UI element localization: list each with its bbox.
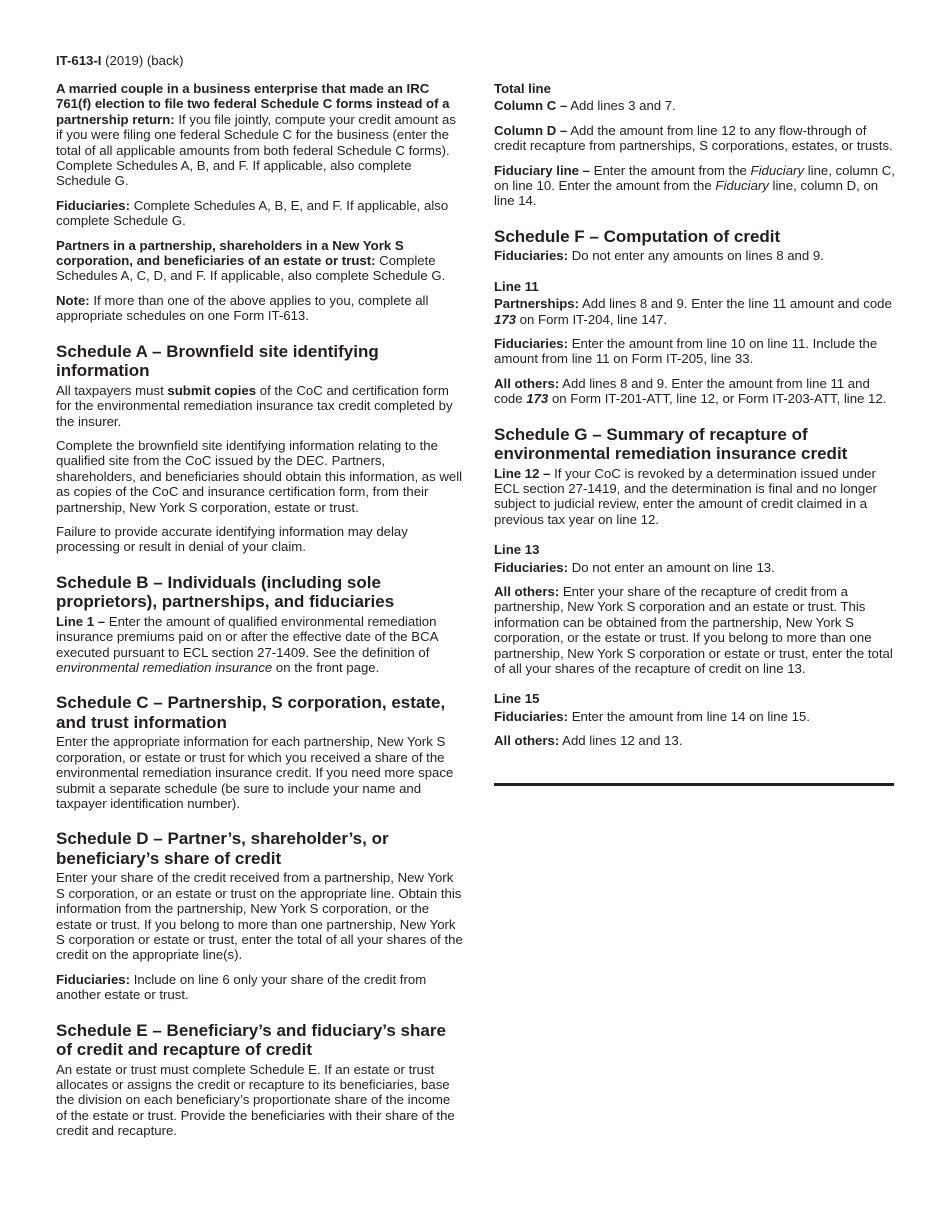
right-column [494, 81, 896, 786]
form-number: IT-613-I [56, 53, 102, 68]
form-year-side: (2019) (back) [101, 53, 184, 68]
italic-span: Fiduciary [715, 178, 769, 194]
text-span: on Form IT-204, line 147. [516, 311, 668, 327]
fiduciaries-paragraph [56, 198, 464, 229]
text-span: on the front page. [272, 659, 380, 675]
schedule-d-fiduciaries [56, 972, 464, 1003]
line-15-fiduciaries [494, 709, 896, 724]
total-line-heading: Total line [494, 81, 551, 96]
text-span: Add lines 12 and 13. [559, 733, 683, 749]
schedule-g-title: Schedule G – Summary of recapture of environmental remediation insurance credit [494, 424, 848, 464]
note-label: Note: [56, 292, 90, 308]
schedule-d-paragraph: Enter your share of the credit received from a partnership, New York S corporation, or an estate or trust on the appropriate line. Obtain this information from the partnership, New York S corporation, or the estate or trust. If you belong to more than one partnership, New York S corporation or estate or trust, enter the total of all your shares of the credit on the appropriate line(s). [56, 870, 463, 963]
line-13-heading: Line 13 [494, 542, 540, 558]
partners-paragraph [56, 238, 464, 284]
code-173: 173 [526, 391, 549, 407]
schedule-f-fiduciaries [494, 248, 896, 263]
schedule-b-title: Schedule B – Individuals (including sole proprietors), partnerships, and fiduciaries [56, 572, 395, 612]
page-header [56, 53, 184, 68]
fiduciaries-label: Fiduciaries: [56, 197, 131, 213]
partners-text: Complete Schedules A, C, D, and F. If applicable, also complete Schedule G. [56, 253, 446, 284]
code-173: 173 [494, 311, 517, 327]
text-span: If your CoC is revoked by a determination issued under ECL section 27-1419, and the determination is final and no longer subject to judicial review, enter the amount of credit claimed in a previous tax year on line 12. [494, 465, 877, 527]
column-d-label: Column D – [494, 122, 568, 138]
text-span: Enter your share of the recapture of credit from a partnership, New York S corporation and an estate or trust. This information can be obtained from the partnership, New York S corporation, or the estate or trust. If you belong to more than one partnership, New York S corporation or estate or trust, enter the total of all your shares of the recapture of credit on line 13. [494, 584, 893, 677]
bold-span: submit copies [167, 382, 257, 398]
text-span: All taxpayers must [56, 382, 168, 398]
line-13-fiduciaries [494, 560, 896, 575]
schedule-a-paragraph-1 [56, 383, 464, 429]
text-span: Include on line 6 only your share of the credit from another estate or trust. [56, 971, 427, 1003]
text-span: line, column D, on line 14. [494, 178, 879, 209]
text-span: Add the amount from line 12 to any flow-through of credit recapture from partnerships, S corporations, estates, or trusts. [494, 122, 893, 154]
text-span: Enter the amount from the [590, 162, 751, 178]
line-1-label: Line 1 – [56, 613, 106, 629]
fiduciaries-label: Fiduciaries: [494, 708, 569, 724]
italic-span: Fiduciary [750, 162, 805, 178]
line-11-all-others [494, 376, 896, 407]
all-others-label: All others: [494, 733, 560, 749]
text-span: on Form IT-201-ATT, line 12, or Form IT-203-ATT, line 12. [548, 391, 887, 407]
text-span: Do not enter any amounts on lines 8 and 9. [568, 248, 824, 264]
line-13-all-others [494, 584, 896, 676]
partnerships-label: Partnerships: [494, 296, 580, 312]
line-12-paragraph [494, 466, 896, 528]
text-span: Enter the amount from line 10 on line 11. Include the amount from line 11 on Form IT-205, line 33. [494, 335, 878, 367]
end-rule [494, 783, 894, 786]
partners-heading: Partners in a partnership, shareholders in a New York S corporation, and beneficiaries of an estate or trust: [56, 237, 404, 269]
schedule-f-title: Schedule F – Computation of credit [494, 226, 781, 246]
fiduciaries-label: Fiduciaries: [56, 971, 131, 987]
line-15-all-others [494, 733, 896, 748]
schedule-d-title: Schedule D – Partner’s, shareholder’s, or beneficiary’s share of credit [56, 829, 389, 868]
line-12-label: Line 12 – [494, 465, 551, 481]
fiduciaries-label: Fiduciaries: [494, 335, 569, 351]
italic-span: environmental remediation insurance [56, 659, 273, 675]
fiduciaries-text: Complete Schedules A, B, E, and F. If applicable, also complete Schedule G. [56, 197, 449, 229]
column-c-paragraph [494, 98, 896, 113]
all-others-label: All others: [494, 375, 560, 391]
married-couple-text: If you file jointly, compute your credit amount as if you were filing one federal Schedule C for the business (enter the total of all applicable amounts from both federal Schedule C forms). Complete Schedules A, B, and F. If applicable, also complete Schedule G. [56, 111, 456, 189]
fiduciaries-label: Fiduciaries: [494, 248, 569, 264]
fiduciaries-label: Fiduciaries: [494, 559, 569, 575]
line-11-heading: Line 11 [494, 278, 539, 294]
text-span: Add lines 8 and 9. Enter the amount from line 11 and code [494, 375, 870, 407]
schedule-a-paragraph-2: Complete the brownfield site identifying information relating to the qualified site from the CoC issued by the DEC. Partners, shareholders, and beneficiaries should obtain this information, as well as copies of the CoC and insurance certification form, from their partnership, New York S corporation, estate or trust. [56, 437, 463, 515]
note-paragraph [56, 293, 464, 324]
text-span: Enter the amount of qualified environmental remediation insurance premiums paid on or after the effective date of the BCA executed pursuant to ECL section 27-1409. See the definition of [56, 613, 438, 660]
text-span: Do not enter an amount on line 13. [568, 559, 775, 575]
schedule-e-paragraph: An estate or trust must complete Schedule E. If an estate or trust allocates or assigns the credit or recapture to its beneficiaries, base the division on each beneficiary’s proportionate share of the income of the estate or trust. Provide the beneficiaries with their share of the credit and recapture. [56, 1061, 455, 1139]
line-15-heading: Line 15 [494, 691, 540, 707]
text-span: line, column C, on line 10. Enter the amount from the [494, 162, 895, 194]
married-couple-paragraph [56, 81, 464, 189]
line-11-fiduciaries [494, 336, 896, 367]
schedule-a-paragraph-3: Failure to provide accurate identifying information may delay processing or result in denial of your claim. [56, 523, 408, 555]
fiduciary-line-label: Fiduciary line – [494, 162, 591, 178]
schedule-c-title: Schedule C – Partnership, S corporation, estate, and trust information [56, 693, 446, 732]
column-c-label: Column C – [494, 98, 568, 114]
column-d-paragraph [494, 123, 896, 154]
schedule-b-line-1 [56, 614, 464, 676]
text-span: Add lines 8 and 9. Enter the line 11 amount and code [579, 296, 892, 312]
text-span: of the CoC and certification form for the environmental remediation insurance tax credit completed by the insurer. [56, 382, 453, 429]
schedule-e-title: Schedule E – Beneficiary’s and fiduciary’s share of credit and recapture of credit [56, 1020, 446, 1060]
married-couple-heading: A married couple in a business enterprise that made an IRC 761(f) election to file two federal Schedule C forms instead of a partnership return: [56, 81, 450, 127]
left-column [56, 81, 464, 1148]
line-11-partnerships [494, 296, 896, 327]
note-text: If more than one of the above applies to you, complete all appropriate schedules on one Form IT-613. [56, 292, 429, 324]
all-others-label: All others: [494, 584, 560, 600]
schedule-a-title: Schedule A – Brownfield site identifying information [56, 341, 379, 381]
schedule-c-paragraph: Enter the appropriate information for each partnership, New York S corporation, or estate or trust for which you received a share of the environmental remediation insurance credit. If you need more space submit a separate schedule (be sure to include your name and taxpayer identification number). [56, 734, 454, 811]
text-span: Enter the amount from line 14 on line 15. [568, 708, 810, 724]
text-span: Add lines 3 and 7. [567, 98, 676, 114]
fiduciary-line-paragraph [494, 163, 896, 209]
